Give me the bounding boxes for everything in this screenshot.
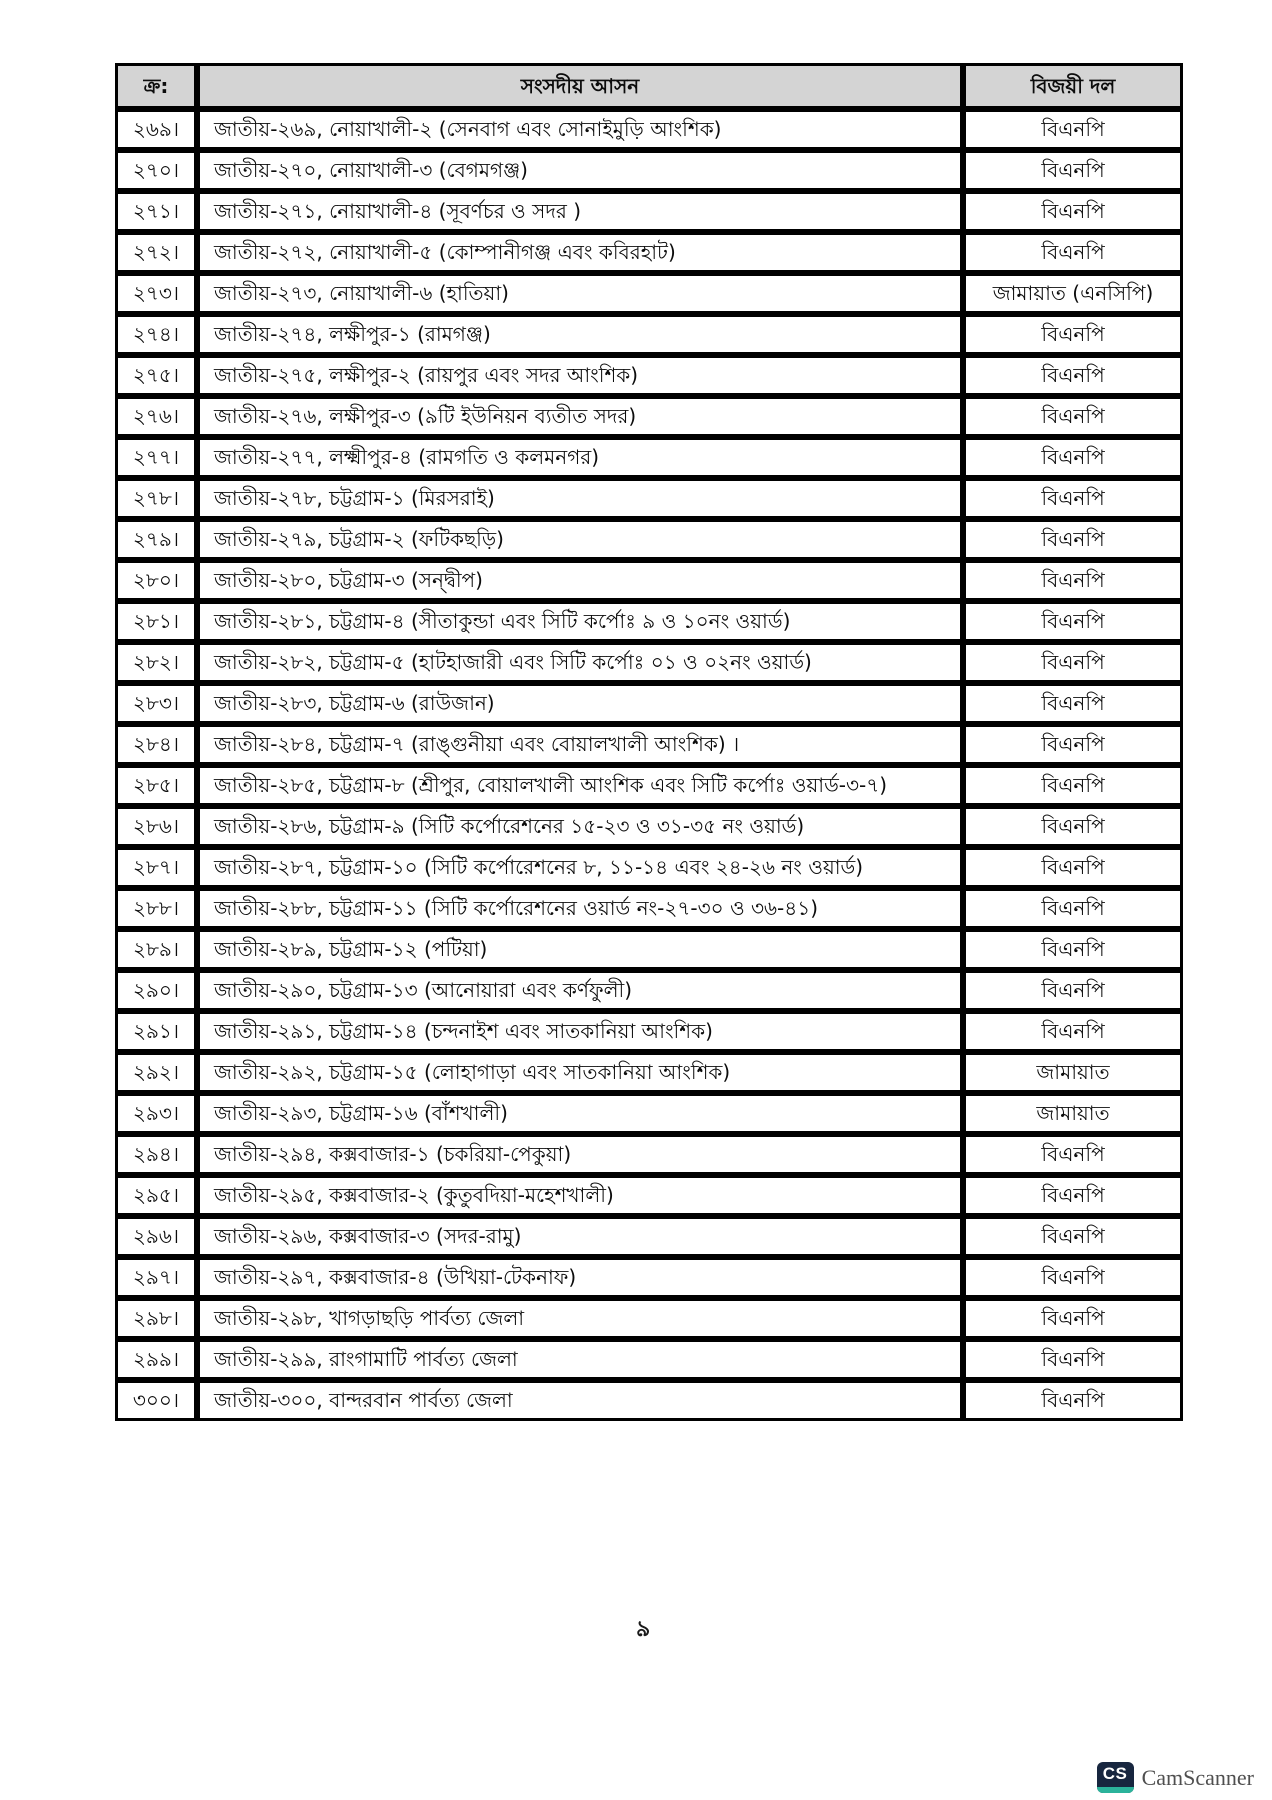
camscanner-label: CamScanner — [1141, 1764, 1254, 1790]
seat-cell: জাতীয়-২৭৮, চট্টগ্রাম-১ (মিরসরাই) — [197, 478, 963, 519]
seat-cell: জাতীয়-৩০০, বান্দরবান পার্বত্য জেলা — [197, 1380, 963, 1421]
serial-cell: ২৯৭। — [115, 1257, 197, 1298]
serial-cell: ২৯০। — [115, 970, 197, 1011]
seat-cell: জাতীয়-২৭৪, লক্ষীপুর-১ (রামগঞ্জ) — [197, 314, 963, 355]
party-cell: বিএনপি — [963, 1298, 1183, 1339]
table-row — [115, 273, 1183, 314]
serial-cell: ২৯৮। — [115, 1298, 197, 1339]
header-seat: সংসদীয় আসন — [197, 63, 963, 109]
serial-cell: ২৯২। — [115, 1052, 197, 1093]
header-party: বিজয়ী দল — [963, 63, 1183, 109]
table-row — [115, 1257, 1183, 1298]
table-row — [115, 109, 1183, 150]
seat-cell: জাতীয়-২৭৯, চট্টগ্রাম-২ (ফটিকছড়ি) — [197, 519, 963, 560]
table-row — [115, 1134, 1183, 1175]
table-row — [115, 1093, 1183, 1134]
serial-cell: ২৮৩। — [115, 683, 197, 724]
table-row — [115, 601, 1183, 642]
results-table-body — [115, 109, 1183, 1421]
table-row — [115, 1339, 1183, 1380]
serial-cell: ২৯১। — [115, 1011, 197, 1052]
party-cell: বিএনপি — [963, 191, 1183, 232]
serial-cell: ২৭৮। — [115, 478, 197, 519]
serial-cell: ২৯৬। — [115, 1216, 197, 1257]
party-cell: বিএনপি — [963, 1257, 1183, 1298]
party-cell: বিএনপি — [963, 683, 1183, 724]
party-cell: বিএনপি — [963, 396, 1183, 437]
party-cell: বিএনপি — [963, 150, 1183, 191]
table-row — [115, 314, 1183, 355]
party-cell: বিএনপি — [963, 1339, 1183, 1380]
party-cell: বিএনপি — [963, 437, 1183, 478]
table-row — [115, 232, 1183, 273]
seat-cell: জাতীয়-২৭৫, লক্ষীপুর-২ (রায়পুর এবং সদর আংশিক) — [197, 355, 963, 396]
party-cell: জামায়াত — [963, 1052, 1183, 1093]
serial-cell: ২৮০। — [115, 560, 197, 601]
seat-cell: জাতীয়-২৭২, নোয়াখালী-৫ (কোম্পানীগঞ্জ এবং কবিরহাট) — [197, 232, 963, 273]
seat-cell: জাতীয়-২৯৫, কক্সবাজার-২ (কুতুবদিয়া-মহেশখালী) — [197, 1175, 963, 1216]
table-header — [115, 63, 1183, 109]
party-cell: জামায়াত — [963, 1093, 1183, 1134]
camscanner-icon — [1097, 1762, 1134, 1793]
party-cell: বিএনপি — [963, 888, 1183, 929]
seat-cell: জাতীয়-২৬৯, নোয়াখালী-২ (সেনবাগ এবং সোনাইমুড়ি আংশিক) — [197, 109, 963, 150]
table-row — [115, 847, 1183, 888]
seat-cell: জাতীয়-২৮৫, চট্টগ্রাম-৮ (শ্রীপুর, বোয়ালখালী আংশিক এবং সিটি কর্পোঃ ওয়ার্ড-৩-৭) — [197, 765, 963, 806]
seat-cell: জাতীয়-২৮৬, চট্টগ্রাম-৯ (সিটি কর্পোরেশনের ১৫-২৩ ও ৩১-৩৫ নং ওয়ার্ড) — [197, 806, 963, 847]
party-cell: বিএনপি — [963, 929, 1183, 970]
table-row — [115, 1011, 1183, 1052]
cs-badge-letters: CS — [1102, 1764, 1128, 1783]
seat-cell: জাতীয়-২৯৮, খাগড়াছড়ি পার্বত্য জেলা — [197, 1298, 963, 1339]
table-row — [115, 478, 1183, 519]
table-row — [115, 1175, 1183, 1216]
party-cell: বিএনপি — [963, 314, 1183, 355]
table-row — [115, 1052, 1183, 1093]
header-row — [115, 63, 1183, 109]
party-cell: বিএনপি — [963, 232, 1183, 273]
header-serial: ক্র: — [115, 63, 197, 109]
seat-cell: জাতীয়-২৭৬, লক্ষীপুর-৩ (৯টি ইউনিয়ন ব্যতীত সদর) — [197, 396, 963, 437]
party-cell: বিএনপি — [963, 1216, 1183, 1257]
seat-cell: জাতীয়-২৮২, চট্টগ্রাম-৫ (হাটহাজারী এবং সিটি কর্পোঃ ০১ ও ০২নং ওয়ার্ড) — [197, 642, 963, 683]
serial-cell: ২৮৬। — [115, 806, 197, 847]
serial-cell: ২৭৩। — [115, 273, 197, 314]
page-number: ৯ — [636, 1617, 651, 1642]
party-cell: বিএনপি — [963, 970, 1183, 1011]
seat-cell: জাতীয়-২৮৪, চট্টগ্রাম-৭ (রাঙ্গুনীয়া এবং বোয়ালখালী আংশিক) । — [197, 724, 963, 765]
table-row — [115, 765, 1183, 806]
party-cell: বিএনপি — [963, 806, 1183, 847]
serial-cell: ২৭৫। — [115, 355, 197, 396]
serial-cell: ২৭৭। — [115, 437, 197, 478]
party-cell: বিএনপি — [963, 765, 1183, 806]
party-cell: বিএনপি — [963, 109, 1183, 150]
seat-cell: জাতীয়-২৭০, নোয়াখালী-৩ (বেগমগঞ্জ) — [197, 150, 963, 191]
serial-cell: ২৭১। — [115, 191, 197, 232]
table-row — [115, 355, 1183, 396]
serial-cell: ২৮৫। — [115, 765, 197, 806]
serial-cell: ২৯৩। — [115, 1093, 197, 1134]
table-row — [115, 1216, 1183, 1257]
serial-cell: ২৮৭। — [115, 847, 197, 888]
party-cell: বিএনপি — [963, 355, 1183, 396]
party-cell: বিএনপি — [963, 847, 1183, 888]
cs-badge-teal-strip — [1097, 1787, 1134, 1793]
party-cell: বিএনপি — [963, 1011, 1183, 1052]
party-cell: বিএনপি — [963, 601, 1183, 642]
seat-cell: জাতীয়-২৮১, চট্টগ্রাম-৪ (সীতাকুন্ডা এবং সিটি কর্পোঃ ৯ ও ১০নং ওয়ার্ড) — [197, 601, 963, 642]
serial-cell: ২৯৫। — [115, 1175, 197, 1216]
serial-cell: ২৯৪। — [115, 1134, 197, 1175]
party-cell: বিএনপি — [963, 1175, 1183, 1216]
party-cell: বিএনপি — [963, 478, 1183, 519]
seat-cell: জাতীয়-২৯২, চট্টগ্রাম-১৫ (লোহাগাড়া এবং সাতকানিয়া আংশিক) — [197, 1052, 963, 1093]
party-cell: বিএনপি — [963, 560, 1183, 601]
seat-cell: জাতীয়-২৮৩, চট্টগ্রাম-৬ (রাউজান) — [197, 683, 963, 724]
table-row — [115, 683, 1183, 724]
seat-cell: জাতীয়-২৮০, চট্টগ্রাম-৩ (সন্দ্বীপ) — [197, 560, 963, 601]
table-row — [115, 519, 1183, 560]
serial-cell: ২৭৯। — [115, 519, 197, 560]
serial-cell: ২৬৯। — [115, 109, 197, 150]
serial-cell: ২৮৯। — [115, 929, 197, 970]
table-row — [115, 560, 1183, 601]
seat-cell: জাতীয়-২৯৯, রাংগামাটি পার্বত্য জেলা — [197, 1339, 963, 1380]
serial-cell: ২৮২। — [115, 642, 197, 683]
table-row — [115, 191, 1183, 232]
camscanner-watermark — [1097, 1762, 1254, 1793]
party-cell: জামায়াত (এনসিপি) — [963, 273, 1183, 314]
serial-cell: ২৮৮। — [115, 888, 197, 929]
serial-cell: ৩০০। — [115, 1380, 197, 1421]
serial-cell: ২৮১। — [115, 601, 197, 642]
table-row — [115, 1298, 1183, 1339]
election-results-table — [115, 63, 1183, 1421]
table-row — [115, 929, 1183, 970]
serial-cell: ২৭০। — [115, 150, 197, 191]
seat-cell: জাতীয়-২৯৩, চট্টগ্রাম-১৬ (বাঁশখালী) — [197, 1093, 963, 1134]
serial-cell: ২৯৯। — [115, 1339, 197, 1380]
table-row — [115, 642, 1183, 683]
party-cell: বিএনপি — [963, 1380, 1183, 1421]
serial-cell: ২৭৬। — [115, 396, 197, 437]
seat-cell: জাতীয়-২৯৪, কক্সবাজার-১ (চকরিয়া-পেকুয়া) — [197, 1134, 963, 1175]
party-cell: বিএনপি — [963, 1134, 1183, 1175]
seat-cell: জাতীয়-২৮৭, চট্টগ্রাম-১০ (সিটি কর্পোরেশনের ৮, ১১-১৪ এবং ২৪-২৬ নং ওয়ার্ড) — [197, 847, 963, 888]
table-row — [115, 396, 1183, 437]
seat-cell: জাতীয়-২৯০, চট্টগ্রাম-১৩ (আনোয়ারা এবং কর্ণফুলী) — [197, 970, 963, 1011]
seat-cell: জাতীয়-২৭১, নোয়াখালী-৪ (সূবর্ণচর ও সদর ) — [197, 191, 963, 232]
seat-cell: জাতীয়-২৭৭, লক্ষ্মীপুর-৪ (রামগতি ও কলমনগর) — [197, 437, 963, 478]
serial-cell: ২৭৪। — [115, 314, 197, 355]
seat-cell: জাতীয়-২৯১, চট্টগ্রাম-১৪ (চন্দনাইশ এবং সাতকানিয়া আংশিক) — [197, 1011, 963, 1052]
table-row — [115, 970, 1183, 1011]
party-cell: বিএনপি — [963, 519, 1183, 560]
party-cell: বিএনপি — [963, 724, 1183, 765]
seat-cell: জাতীয়-২৭৩, নোয়াখালী-৬ (হাতিয়া) — [197, 273, 963, 314]
seat-cell: জাতীয়-২৮৯, চট্টগ্রাম-১২ (পটিয়া) — [197, 929, 963, 970]
seat-cell: জাতীয়-২৯৬, কক্সবাজার-৩ (সদর-রামু) — [197, 1216, 963, 1257]
table-row — [115, 888, 1183, 929]
serial-cell: ২৭২। — [115, 232, 197, 273]
serial-cell: ২৮৪। — [115, 724, 197, 765]
table-row — [115, 1380, 1183, 1421]
table-row — [115, 437, 1183, 478]
seat-cell: জাতীয়-২৯৭, কক্সবাজার-৪ (উখিয়া-টেকনাফ) — [197, 1257, 963, 1298]
table-row — [115, 724, 1183, 765]
seat-cell: জাতীয়-২৮৮, চট্টগ্রাম-১১ (সিটি কর্পোরেশনের ওয়ার্ড নং-২৭-৩০ ও ৩৬-৪১) — [197, 888, 963, 929]
table-row — [115, 806, 1183, 847]
table-row — [115, 150, 1183, 191]
party-cell: বিএনপি — [963, 642, 1183, 683]
